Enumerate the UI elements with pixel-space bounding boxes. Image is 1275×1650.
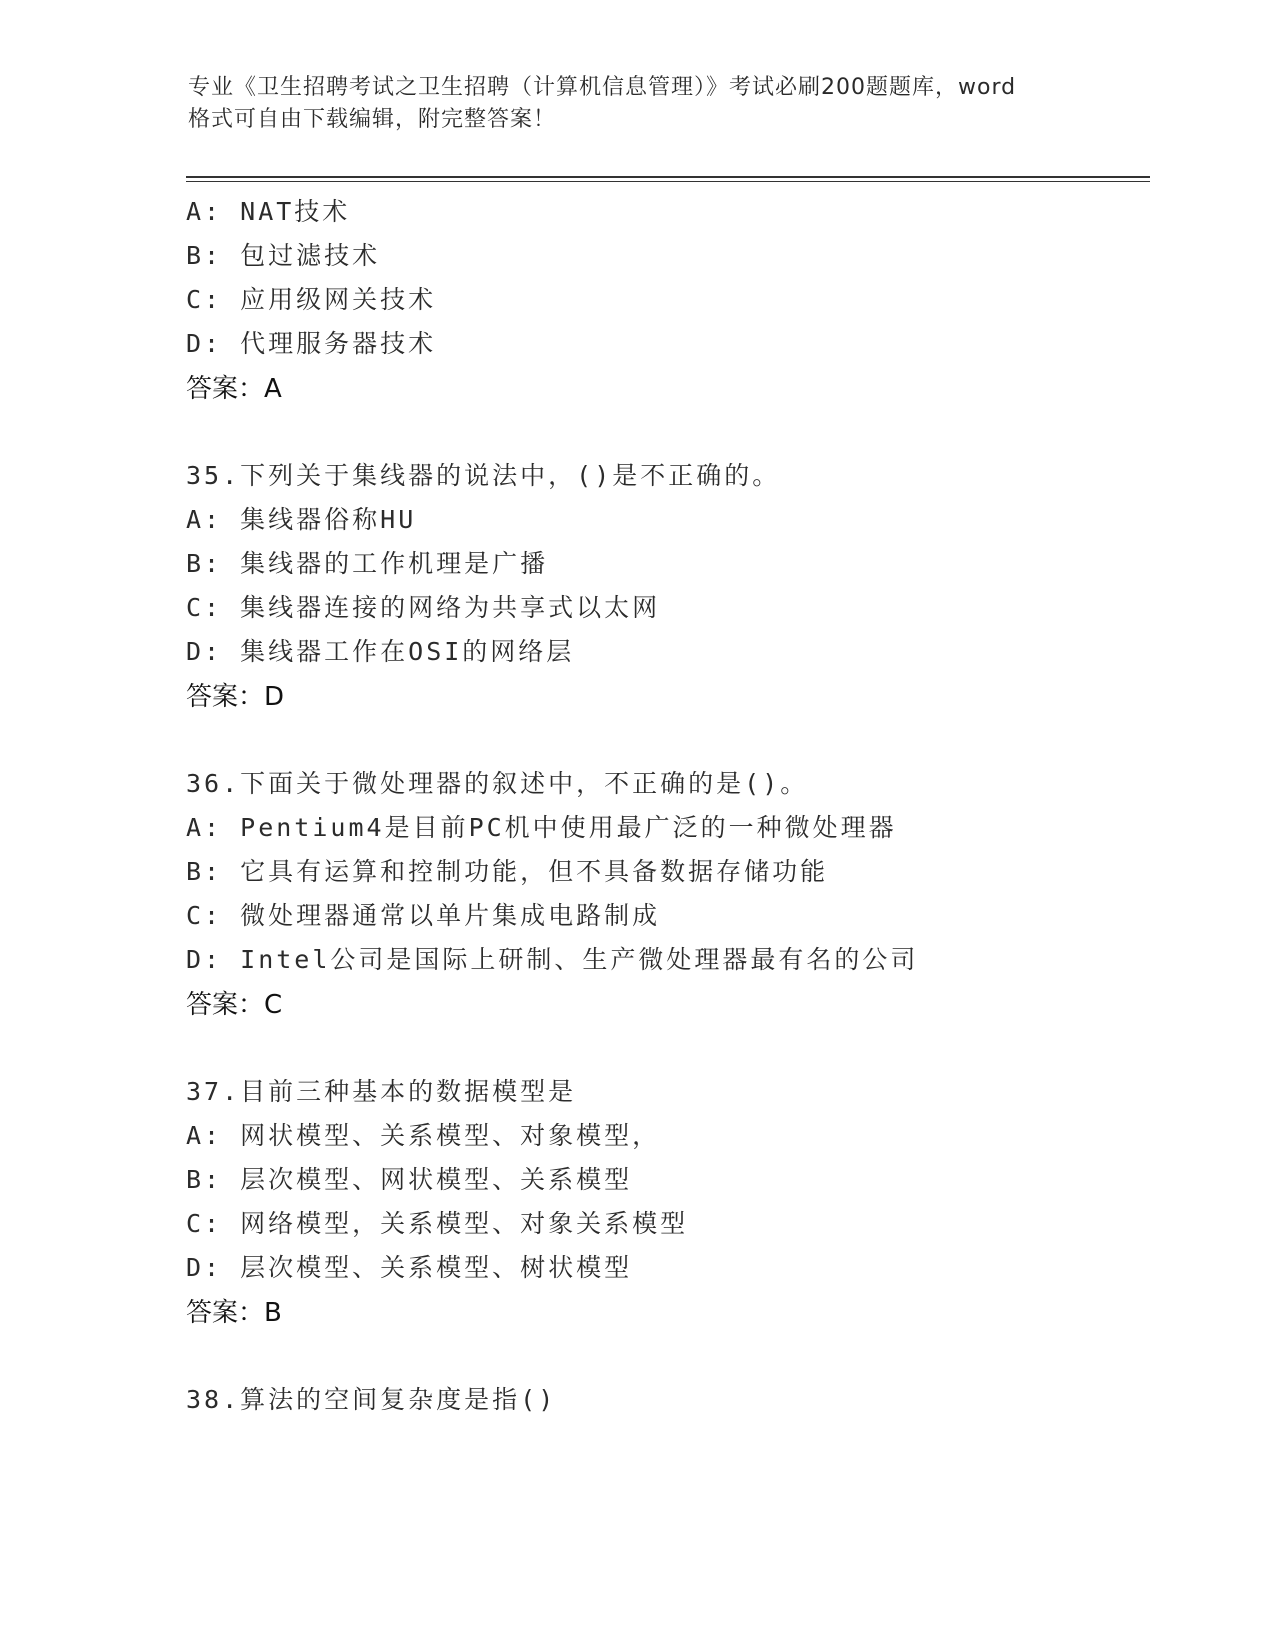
header-line-1: 专业《卫生招聘考试之卫生招聘（计算机信息管理）》考试必刷200题题库，word	[188, 75, 1017, 100]
q36-option-c: C: 微处理器通常以单片集成电路制成	[186, 901, 661, 930]
q34-option-c: C: 应用级网关技术	[186, 285, 437, 314]
q34-option-a: A: NAT技术	[186, 197, 351, 226]
q37-option-d: D: 层次模型、关系模型、树状模型	[186, 1253, 633, 1282]
q37-answer: 答案：B	[186, 1298, 282, 1328]
q36-question: 36.下面关于微处理器的叙述中，不正确的是()。	[186, 769, 809, 798]
q35-answer: 答案：D	[186, 682, 285, 712]
q35-question: 35.下列关于集线器的说法中，()是不正确的。	[186, 461, 781, 490]
q34-option-b: B: 包过滤技术	[186, 241, 381, 270]
q36-option-a: A: Pentium4是目前PC机中使用最广泛的一种微处理器	[186, 813, 897, 842]
header-divider-top	[186, 176, 1150, 178]
q38-question: 38.算法的空间复杂度是指()	[186, 1385, 557, 1414]
document-header	[188, 72, 1088, 136]
q37-option-c: C: 网络模型，关系模型、对象关系模型	[186, 1209, 689, 1238]
q34-option-d: D: 代理服务器技术	[186, 329, 437, 358]
q37-option-b: B: 层次模型、网状模型、关系模型	[186, 1165, 633, 1194]
header-line-2: 格式可自由下载编辑，附完整答案！	[188, 107, 557, 132]
q36-option-d: D: Intel公司是国际上研制、生产微处理器最有名的公司	[186, 945, 919, 974]
q36-option-b: B: 它具有运算和控制功能，但不具备数据存储功能	[186, 857, 829, 886]
q35-option-a: A: 集线器俗称HU	[186, 505, 417, 534]
q35-option-c: C: 集线器连接的网络为共享式以太网	[186, 593, 661, 622]
q37-option-a: A: 网状模型、关系模型、对象模型，	[186, 1121, 661, 1150]
q34-answer: 答案：A	[186, 374, 282, 404]
q35-option-b: B: 集线器的工作机理是广播	[186, 549, 549, 578]
q37-question: 37.目前三种基本的数据模型是	[186, 1077, 577, 1106]
q35-option-d: D: 集线器工作在OSI的网络层	[186, 637, 575, 666]
q36-answer: 答案：C	[186, 990, 283, 1020]
header-divider-bottom	[186, 181, 1150, 182]
